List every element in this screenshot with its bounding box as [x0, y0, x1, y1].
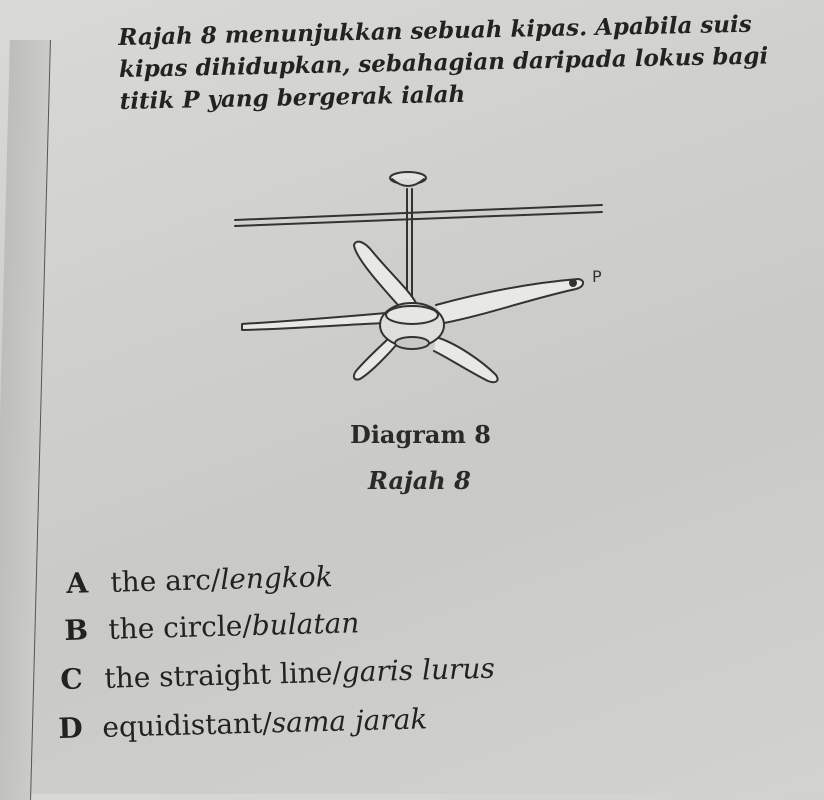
motor-housing-top	[386, 306, 438, 324]
option-d[interactable]	[58, 702, 428, 745]
ceiling-line	[235, 205, 602, 220]
option-b[interactable]	[64, 606, 360, 647]
point-p-label: P	[592, 267, 602, 286]
option-text-en: the circle/	[107, 609, 253, 646]
question-line-2: kipas dihidupkan, sebahagian daripada lokus bagi	[118, 42, 769, 83]
question-line-3: titik P yang bergerak ialah	[119, 80, 466, 115]
diagram-caption: Diagram 8	[350, 420, 491, 449]
option-letter: C	[60, 662, 84, 696]
option-letter: D	[58, 711, 84, 745]
option-letter: B	[64, 613, 89, 647]
option-text-ms: bulatan	[251, 606, 360, 643]
option-text-en: the straight line/	[103, 655, 343, 695]
option-text-en: the arc/	[109, 562, 221, 599]
option-letter: A	[66, 566, 89, 600]
fan-blade-front-right	[434, 337, 498, 382]
light-cover	[395, 337, 429, 349]
fan-blade-right	[436, 279, 583, 323]
option-text-ms: garis lurus	[341, 651, 496, 689]
question-text	[118, 8, 780, 118]
option-text-en: equidistant/	[101, 706, 273, 744]
ceiling-fan-diagram	[230, 165, 620, 395]
option-c[interactable]	[60, 652, 495, 696]
book-page-edge	[0, 40, 51, 800]
option-text-ms: sama jarak	[271, 702, 428, 740]
ceiling-mount-cup	[392, 179, 424, 186]
option-a[interactable]	[66, 560, 333, 600]
rajah-caption: Rajah 8	[368, 466, 471, 495]
ceiling-line-inner	[235, 212, 602, 226]
option-text-ms: lengkok	[219, 560, 334, 596]
question-line-1: Rajah 8 menunjukkan sebuah kipas. Apabila suis	[118, 10, 752, 51]
point-p-dot	[570, 280, 576, 286]
fan-blade-left	[242, 313, 386, 330]
